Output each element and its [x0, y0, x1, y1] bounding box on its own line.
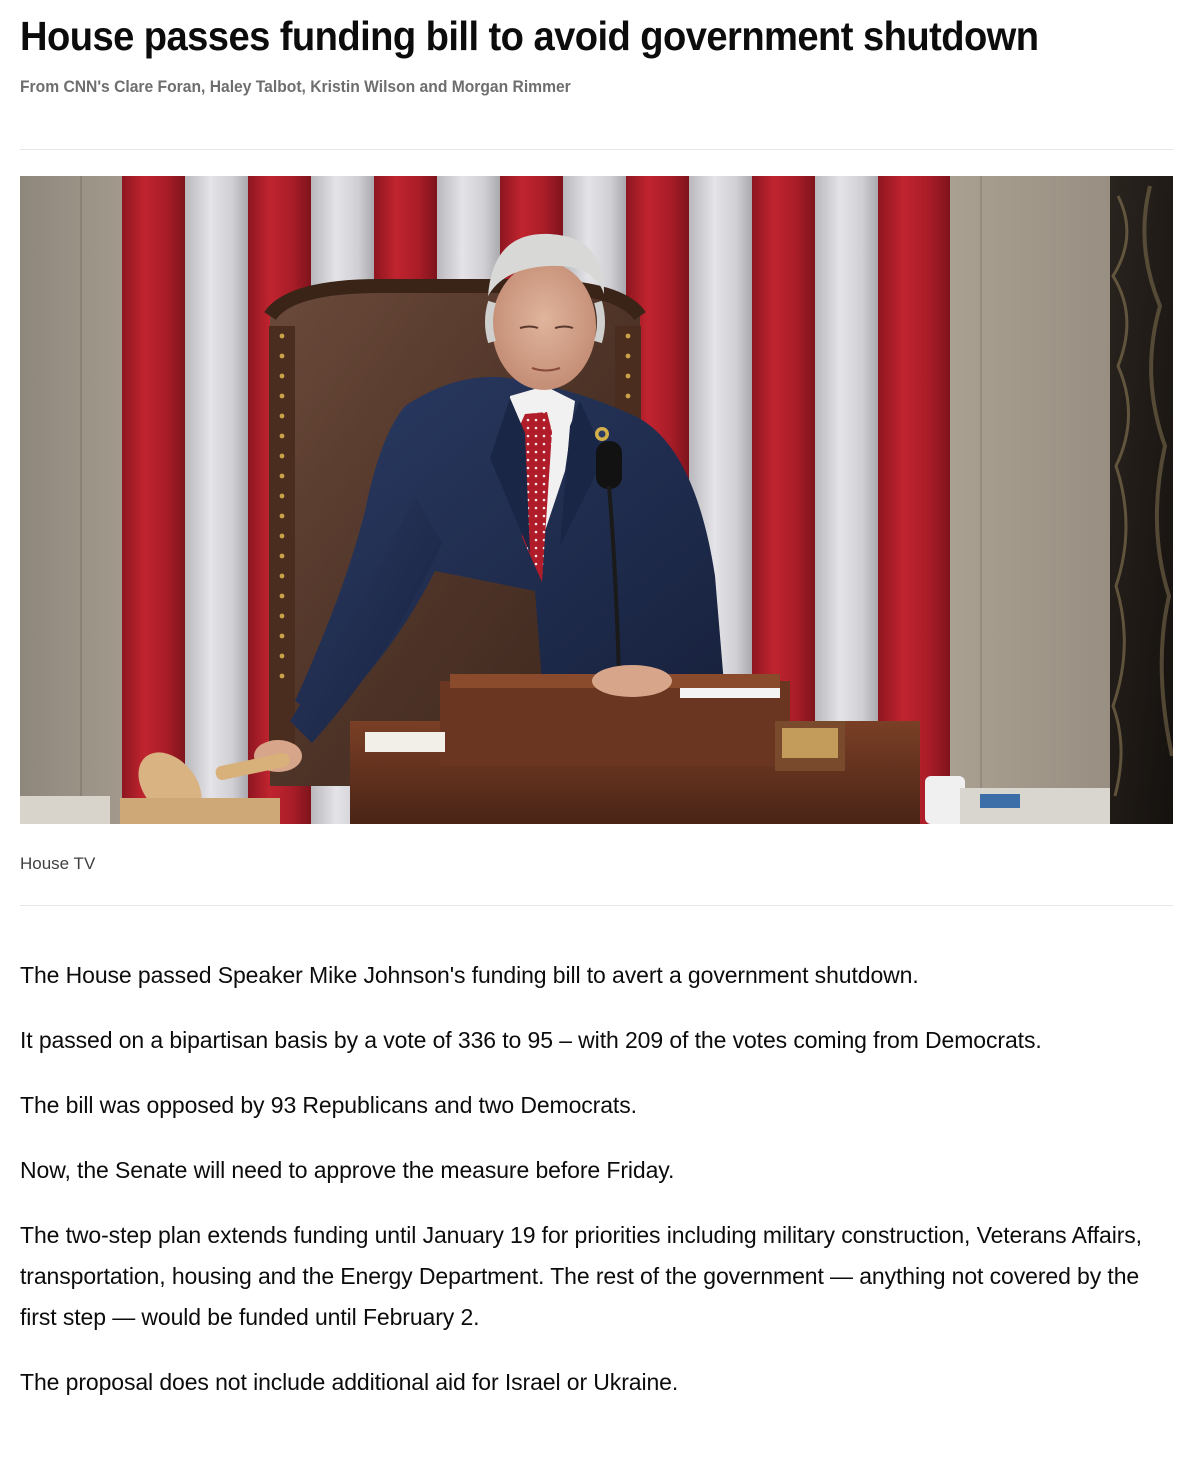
- paragraph: The two-step plan extends funding until January 19 for priorities including military construction, Veterans Affairs, transportation, housing and the Energy Department. The rest of the government — anything not covered by the first step — would be funded until February 2.: [20, 1222, 1142, 1330]
- house-chamber-illustration: [20, 176, 1173, 824]
- article-byline: From CNN's Clare Foran, Haley Talbot, Kristin Wilson and Morgan Rimmer: [20, 77, 571, 96]
- top-divider: [20, 149, 1173, 150]
- article-photo[interactable]: [20, 176, 1173, 824]
- paragraph: The House passed Speaker Mike Johnson's funding bill to avert a government shutdown.: [20, 962, 919, 988]
- paragraph: The proposal does not include additional aid for Israel or Ukraine.: [20, 1369, 679, 1395]
- article-headline: House passes funding bill to avoid government shutdown: [20, 13, 1039, 59]
- paragraph: The bill was opposed by 93 Republicans and two Democrats.: [20, 1092, 637, 1118]
- article-body: [20, 955, 1173, 1427]
- photo-credit: House TV: [20, 854, 96, 873]
- paragraph: It passed on a bipartisan basis by a vote of 336 to 95 – with 209 of the votes coming from Democrats.: [20, 1027, 1042, 1053]
- paragraph: Now, the Senate will need to approve the measure before Friday.: [20, 1157, 675, 1183]
- bottom-divider: [20, 905, 1173, 906]
